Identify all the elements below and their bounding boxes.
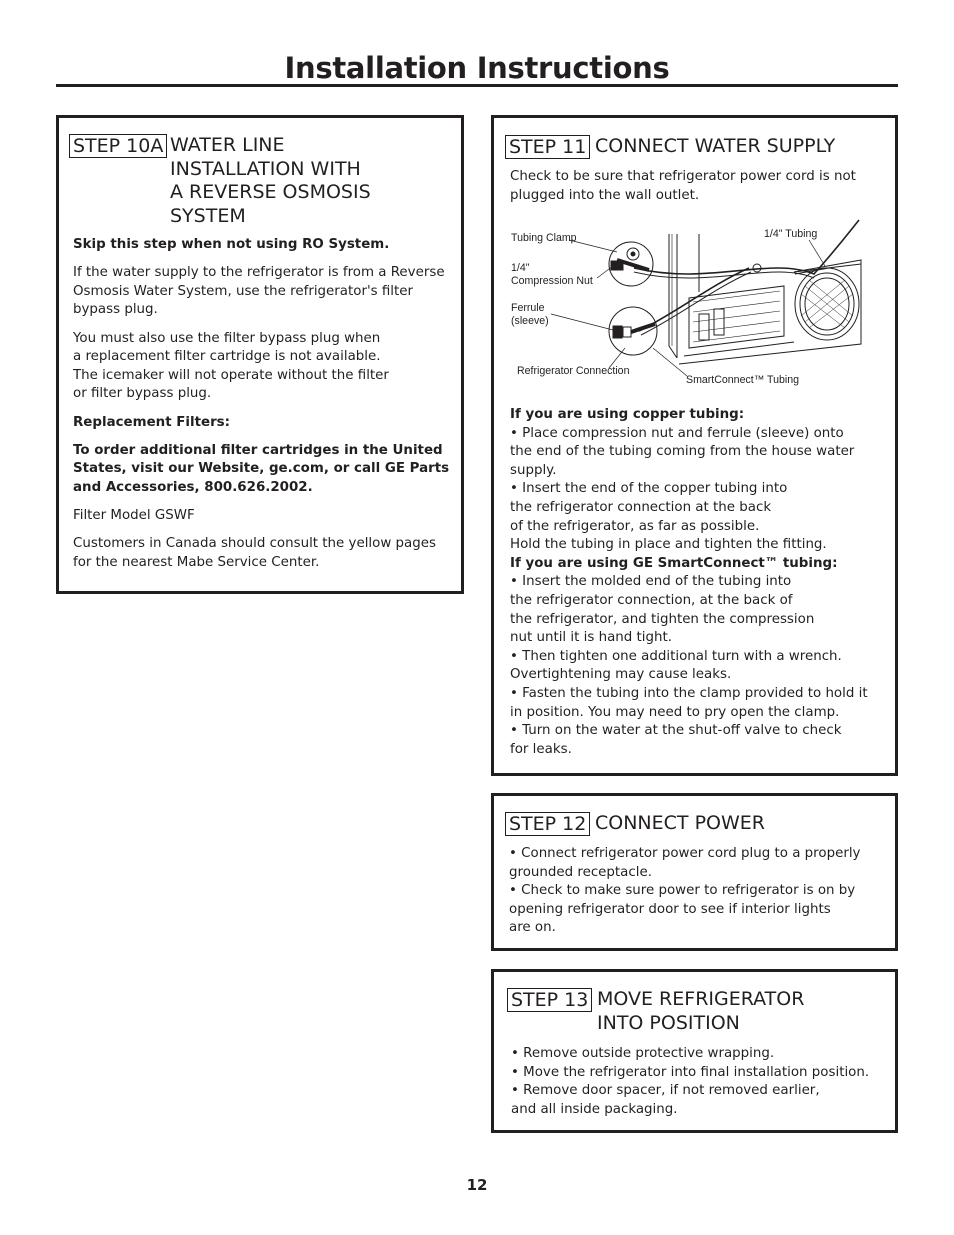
- text-line: the refrigerator, and tighten the compression: [510, 611, 815, 627]
- intro-paragraph: [510, 168, 890, 205]
- step-10a-title-line: WATER LINE: [170, 134, 285, 156]
- text-line: Osmosis Water System, use the refrigerator's filter: [73, 283, 414, 299]
- text-line: • Fasten the tubing into the clamp provided to hold it: [510, 685, 868, 701]
- step-11-intro: [510, 168, 890, 205]
- step-12-body: [509, 845, 891, 938]
- text-line: If the water supply to the refrigerator is from a Reverse: [73, 265, 445, 281]
- skip-note: Skip this step when not using RO System.: [73, 237, 390, 252]
- text-line: the refrigerator connection at the back: [510, 499, 772, 515]
- position-bullet: [511, 1064, 893, 1083]
- step-11-title: [595, 135, 895, 159]
- text-line: • Move the refrigerator into final installation position.: [511, 1064, 870, 1080]
- text-line: • Connect refrigerator power cord plug to a properly: [509, 846, 861, 861]
- position-bullet: [511, 1082, 893, 1119]
- text-line: plugged into the wall outlet.: [510, 187, 700, 203]
- text-line: • Remove outside protective wrapping.: [511, 1046, 775, 1061]
- text-line: Overtightening may cause leaks.: [510, 667, 732, 683]
- copper-bullet: [510, 480, 892, 554]
- step-10a-body: [73, 236, 453, 572]
- filter-model: Filter Model GSWF: [73, 508, 195, 524]
- step-10a-title: [170, 134, 470, 228]
- label-sleeve: (sleeve): [511, 315, 549, 327]
- text-line: Hold the tubing in place and tighten the fitting.: [510, 537, 827, 553]
- step-13-title: [597, 988, 897, 1035]
- step-10a-title-line: A REVERSE OSMOSIS: [170, 181, 371, 203]
- step-13-title-line: INTO POSITION: [597, 1011, 740, 1034]
- step-10a-title-line: SYSTEM: [170, 204, 246, 227]
- text-line: • Remove door spacer, if not removed earlier,: [511, 1083, 820, 1099]
- ro-paragraph: [73, 264, 453, 320]
- step-11-instructions: [510, 406, 892, 759]
- position-bullet: [511, 1045, 893, 1064]
- text-line: nut until it is hand tight.: [510, 630, 672, 646]
- text-line: States, visit our Website, ge.com, or call GE Parts: [73, 461, 450, 477]
- text-line: the refrigerator connection, at the back of: [510, 592, 793, 608]
- text-line: The icemaker will not operate without the filter: [73, 367, 389, 383]
- text-line: • Check to make sure power to refrigerator is on by: [509, 883, 856, 899]
- text-line: and Accessories, 800.626.2002.: [73, 479, 313, 495]
- label-quarter-inch: 1/4": [511, 262, 530, 274]
- copper-heading: If you are using copper tubing:: [510, 407, 745, 422]
- order-paragraph: [73, 442, 453, 498]
- text-line: • Place compression nut and ferrule (sleeve) onto: [510, 425, 844, 441]
- text-line: • Then tighten one additional turn with a wrench.: [510, 648, 842, 664]
- step-10a-tag: STEP 10A: [69, 134, 167, 158]
- text-line: To order additional filter cartridges in the United: [73, 442, 443, 458]
- step-12-title-line: CONNECT POWER: [595, 812, 765, 834]
- step-12-tag: STEP 12: [505, 812, 590, 836]
- label-quarter-tubing: 1/4" Tubing: [764, 228, 818, 240]
- copper-bullet: [510, 425, 892, 481]
- text-line: the end of the tubing coming from the house water: [510, 444, 855, 460]
- text-line: are on.: [509, 920, 556, 936]
- text-line: for leaks.: [510, 741, 572, 757]
- text-line: supply.: [510, 462, 557, 478]
- text-line: Customers in Canada should consult the yellow pages: [73, 536, 436, 552]
- smartconnect-bullet: [510, 685, 892, 722]
- water-connection-diagram: [509, 216, 869, 392]
- text-line: for the nearest Mabe Service Center.: [73, 554, 320, 570]
- text-line: bypass plug.: [73, 302, 158, 318]
- text-line: and all inside packaging.: [511, 1101, 678, 1117]
- label-smartconnect-tubing: SmartConnect™ Tubing: [686, 374, 800, 386]
- step-13-body: [511, 1045, 893, 1119]
- label-compression-nut: Compression Nut: [511, 275, 593, 287]
- text-line: • Insert the molded end of the tubing into: [510, 574, 792, 590]
- page-title: Installation Instructions: [284, 51, 670, 85]
- step-11-tag: STEP 11: [505, 135, 590, 159]
- bypass-paragraph: [73, 330, 453, 404]
- text-line: opening refrigerator door to see if interior lights: [509, 901, 831, 917]
- title-rule: [56, 84, 898, 87]
- canada-paragraph: [73, 535, 453, 572]
- text-line: in position. You may need to pry open the clamp.: [510, 704, 840, 720]
- text-line: • Turn on the water at the shut-off valve to check: [510, 723, 842, 739]
- power-bullet: [509, 845, 891, 882]
- text-line: • Insert the end of the copper tubing into: [510, 481, 788, 497]
- replacement-filters-heading: Replacement Filters:: [73, 414, 230, 430]
- power-bullet: [509, 882, 891, 938]
- text-line: of the refrigerator, as far as possible.: [510, 518, 760, 534]
- label-tubing-clamp: Tubing Clamp: [511, 232, 577, 244]
- text-line: a replacement filter cartridge is not available.: [73, 349, 381, 365]
- text-line: Check to be sure that refrigerator power cord is not: [510, 169, 856, 184]
- label-refrigerator-connection: Refrigerator Connection: [517, 365, 630, 377]
- step-13-tag: STEP 13: [507, 988, 592, 1012]
- step-11-title-line: CONNECT WATER SUPPLY: [595, 135, 836, 157]
- step-12-title: [595, 812, 895, 836]
- text-line: grounded receptacle.: [509, 864, 652, 880]
- label-ferrule: Ferrule: [511, 302, 545, 314]
- text-line: or filter bypass plug.: [73, 386, 212, 402]
- page-number: 12: [466, 1176, 488, 1194]
- smartconnect-bullet: [510, 648, 892, 685]
- step-13-title-line: MOVE REFRIGERATOR: [597, 988, 805, 1010]
- smartconnect-heading: If you are using GE SmartConnect™ tubing:: [510, 555, 838, 571]
- smartconnect-bullet: [510, 722, 892, 759]
- text-line: You must also use the filter bypass plug when: [73, 330, 381, 346]
- smartconnect-bullet: [510, 573, 892, 647]
- step-10a-title-line: INSTALLATION WITH: [170, 157, 361, 180]
